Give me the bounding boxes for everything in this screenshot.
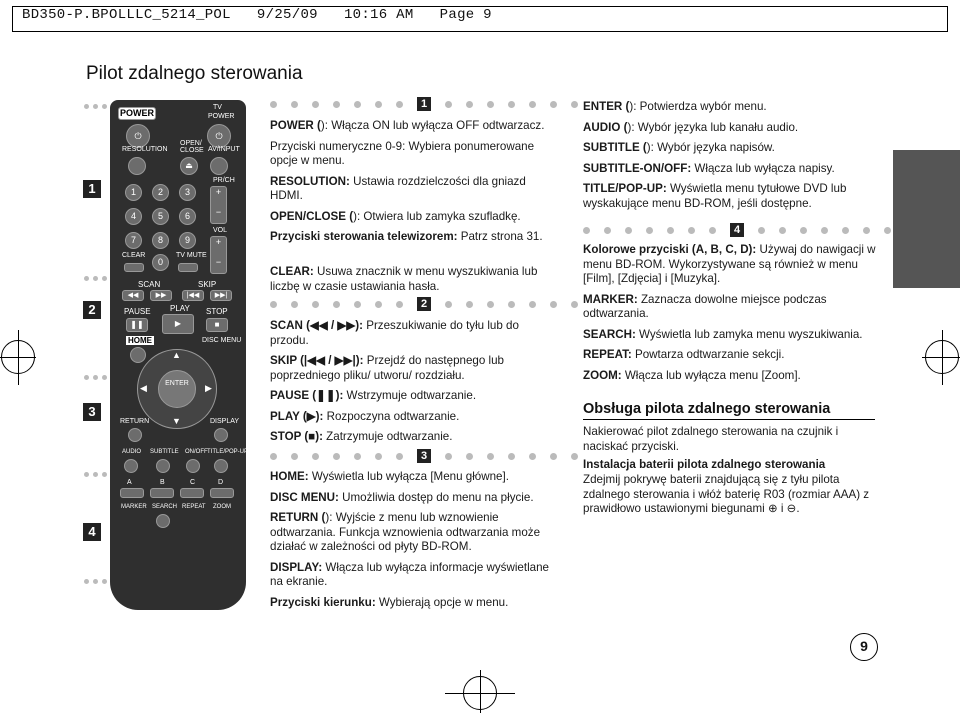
remote-control: [110, 100, 249, 610]
item-description: Przyciski numeryczne 0-9: Wybiera ponumerowane opcje w menu.: [270, 139, 535, 167]
item-description: Powtarza odtwarzanie sekcji.: [631, 348, 785, 361]
clear-label: CLEAR: [122, 252, 146, 259]
av-input-label: AV/INPUT: [208, 146, 240, 153]
resolution-label: RESOLUTION: [122, 146, 168, 153]
dot: [270, 301, 277, 308]
item-key: MARKER:: [583, 292, 638, 306]
section-3-item: [270, 596, 560, 611]
dot: [625, 227, 632, 234]
dot: [550, 101, 557, 108]
dot: [333, 101, 340, 108]
section-1-item: [270, 230, 560, 245]
dot: [445, 301, 452, 308]
pause-button[interactable]: ❚❚: [126, 318, 148, 332]
section-marker-4: 4: [83, 523, 101, 541]
digit-3-button[interactable]: 3: [179, 184, 196, 201]
left-arrow-icon[interactable]: ◀: [140, 383, 147, 393]
item-key: ENTER (: [583, 100, 630, 113]
dot: [102, 472, 107, 477]
registration-line: [922, 357, 960, 358]
enter-button[interactable]: [158, 370, 196, 408]
section-divider: [270, 300, 592, 308]
clear-button[interactable]: [124, 263, 144, 272]
dot: [842, 227, 849, 234]
dot: [312, 453, 319, 460]
item-key: ZOOM:: [583, 368, 622, 382]
dot: [291, 101, 298, 108]
digit-0-button[interactable]: 0: [152, 254, 169, 271]
dot: [84, 104, 89, 109]
dot: [529, 101, 536, 108]
d-label: D: [218, 479, 224, 486]
dot: [333, 453, 340, 460]
item-key: Przyciski sterowania telewizorem:: [270, 230, 458, 243]
item-description: Wybierają opcje w menu.: [375, 595, 509, 609]
item-key: HOME:: [270, 470, 309, 483]
item-key: Przyciski kierunku:: [270, 595, 376, 609]
dot: [758, 227, 765, 234]
item-key: SUBTITLE (: [583, 141, 647, 154]
dot: [93, 104, 98, 109]
section-2-item: [270, 319, 560, 348]
dot: [84, 579, 89, 584]
item-description: Przeszukiwanie do tyłu lub do przodu.: [270, 319, 519, 347]
item-description: ): Wyjście z menu lub wznowienie odtwarzania. Funkcja wznowienia odtwarzania może działać w zależności od płyty BD-ROM.: [270, 511, 541, 553]
section-tag: 1: [417, 97, 431, 111]
volume-rocker[interactable]: + −: [210, 236, 227, 274]
section-heading: Obsługa pilota zdalnego sterowania: [583, 401, 831, 417]
dot: [93, 375, 98, 380]
power-label: POWER: [119, 108, 154, 118]
dot: [550, 301, 557, 308]
resolution-button[interactable]: [128, 157, 146, 175]
item-description: Wyświetla lub wyłącza [Menu główne].: [308, 470, 509, 483]
item-key: DISPLAY:: [270, 560, 323, 574]
marker-label: MARKER: [121, 504, 147, 510]
a-button[interactable]: [120, 488, 144, 498]
item-description: Przejdź do następnego lub poprzedniego pliku/ utworu/ rozdziału.: [270, 354, 504, 382]
item-description: Rozpoczyna odtwarzanie.: [323, 409, 460, 423]
dot: [93, 579, 98, 584]
section-3b-item: [583, 182, 878, 211]
item-description: Włącza lub wyłącza informacje wyświetlane na ekranie.: [270, 560, 549, 588]
item-description: Wyświetla lub zamyka menu wyszukiwania.: [635, 327, 863, 341]
tv-mute-button[interactable]: [178, 263, 198, 272]
dot: [800, 227, 807, 234]
section-tag: 2: [417, 297, 431, 311]
dot: [646, 227, 653, 234]
dot: [333, 301, 340, 308]
item-description: Ustawia rozdzielczości dla gniazd HDMI.: [270, 174, 526, 202]
tv-label: TV: [213, 104, 222, 111]
d-button[interactable]: [210, 488, 234, 498]
dot: [102, 104, 107, 109]
section-3-item: [270, 470, 560, 485]
item-key: POWER (: [270, 119, 321, 132]
heading-rule: [583, 419, 875, 420]
av-input-button[interactable]: [210, 157, 228, 175]
section-2-item: [270, 354, 560, 383]
return-button[interactable]: [128, 428, 142, 442]
item-description: ): Otwiera lub zamyka szufladkę.: [353, 209, 521, 223]
intro-text: Nakierować pilot zdalnego sterowania na czujnik i naciskać przyciski.: [583, 425, 839, 453]
dot: [487, 453, 494, 460]
repeat-label: REPEAT: [182, 504, 206, 510]
dot: [93, 276, 98, 281]
item-description: Włącza lub wyłącza napisy.: [691, 161, 835, 175]
item-description: Zatrzymuje odtwarzanie.: [322, 430, 453, 443]
item-key: SUBTITLE-ON/OFF:: [583, 161, 692, 175]
digit-9-button[interactable]: 9: [179, 232, 196, 249]
dot: [445, 453, 452, 460]
section-4-item: [583, 243, 878, 287]
pause-label: PAUSE: [124, 307, 151, 316]
dot: [571, 453, 578, 460]
section-tag: 3: [417, 449, 431, 463]
dot: [84, 375, 89, 380]
disc-menu-label: DISC MENU: [202, 337, 242, 344]
section-3-item: [270, 491, 560, 506]
section-marker-2: 2: [83, 301, 101, 319]
right-arrow-icon[interactable]: ▶: [205, 383, 212, 393]
registration-line: [18, 330, 19, 385]
dot: [291, 453, 298, 460]
section-3b-item: [583, 162, 878, 177]
dot: [604, 227, 611, 234]
item-description: Umożliwia dostęp do menu na płycie.: [338, 490, 534, 504]
skip-forward-button[interactable]: ▶▶|: [210, 290, 232, 301]
stop-button[interactable]: ■: [206, 318, 228, 332]
zoom-label: ZOOM: [213, 504, 231, 510]
dot: [466, 301, 473, 308]
dot: [312, 301, 319, 308]
item-description: ): Wybór języka lub kanału audio.: [627, 120, 799, 134]
skip-back-button[interactable]: |◀◀: [182, 290, 204, 301]
section-marker-3: 3: [83, 403, 101, 421]
dot: [529, 453, 536, 460]
section-2-item: [270, 389, 560, 404]
b-label: B: [160, 479, 165, 486]
page-number: 9: [850, 633, 878, 661]
dot: [396, 301, 403, 308]
item-key: PAUSE (❚❚):: [270, 389, 344, 402]
title-popup-label: TITLE/POP-UP: [207, 449, 249, 455]
page-title: Pilot zdalnego sterowania: [86, 63, 303, 84]
digit-1-button[interactable]: 1: [125, 184, 142, 201]
pr-ch-label: PR/CH: [213, 177, 235, 184]
digit-2-button[interactable]: 2: [152, 184, 169, 201]
dot: [508, 101, 515, 108]
section-4-item: [583, 348, 878, 363]
down-arrow-icon[interactable]: ▼: [172, 416, 181, 426]
play-button[interactable]: ▶: [162, 314, 194, 334]
search-label: SEARCH: [152, 504, 178, 510]
item-key: REPEAT:: [583, 348, 632, 361]
dot: [667, 227, 674, 234]
item-key: RESOLUTION:: [270, 174, 350, 188]
dot: [354, 101, 361, 108]
item-key: RETURN (: [270, 511, 326, 524]
open-close-button[interactable]: ⏏: [180, 157, 198, 175]
dot: [487, 101, 494, 108]
power-button[interactable]: ⏻: [126, 124, 150, 148]
dot: [375, 453, 382, 460]
dot: [312, 101, 319, 108]
search-button[interactable]: [156, 514, 170, 528]
digit-7-button[interactable]: 7: [125, 232, 142, 249]
play-label: PLAY: [170, 304, 190, 313]
battery-title: Instalacja baterii pilota zdalnego sterowania: [583, 458, 826, 471]
section-1-item: [270, 175, 560, 204]
digit-4-button[interactable]: 4: [125, 208, 142, 225]
item-description: Używaj do nawigacji w menu BD-ROM. Wykorzystywane są również w menu [Film], [Zdjęcia] i [Muzyka].: [583, 243, 876, 285]
open-close-label: OPEN/ CLOSE: [180, 140, 204, 154]
dot: [550, 453, 557, 460]
item-key: OPEN/CLOSE (: [270, 209, 354, 223]
vol-label: VOL: [213, 227, 228, 234]
registration-line: [480, 670, 481, 713]
item-key: STOP (■):: [270, 430, 323, 443]
section-4-item: [583, 328, 878, 343]
scan-back-button[interactable]: ◀◀: [122, 290, 144, 301]
section-1-item: [270, 119, 560, 134]
section-marker-1: 1: [83, 180, 101, 198]
dot: [270, 453, 277, 460]
item-description: Zaznacza dowolne miejsce podczas odtwarzania.: [583, 292, 827, 320]
item-key: CLEAR:: [270, 265, 314, 278]
dot: [466, 101, 473, 108]
item-key: DISC MENU:: [270, 490, 339, 504]
section-1-item: [270, 140, 560, 169]
scan-label: SCAN: [138, 280, 161, 289]
channel-rocker[interactable]: + −: [210, 186, 227, 224]
section-1-item: [270, 210, 560, 225]
a-label: A: [127, 479, 132, 486]
dot: [396, 453, 403, 460]
item-description: Usuwa znacznik w menu wyszukiwania lub liczbę w czasie ustawiania hasła.: [270, 265, 538, 293]
dot: [102, 375, 107, 380]
digit-6-button[interactable]: 6: [179, 208, 196, 225]
item-description: Wstrzymuje odtwarzanie.: [343, 389, 477, 402]
section-1-item: [270, 265, 560, 294]
item-description: Włącza lub wyłącza menu [Zoom].: [621, 368, 801, 382]
section-2-item: [270, 430, 560, 445]
dot: [375, 101, 382, 108]
section-tag: 4: [730, 223, 744, 237]
enter-label: ENTER: [165, 380, 189, 387]
section-2-item: [270, 410, 560, 425]
digit-5-button[interactable]: 5: [152, 208, 169, 225]
audio-button[interactable]: [124, 459, 138, 473]
dot: [445, 101, 452, 108]
item-description: ): Potwierdza wybór menu.: [629, 100, 767, 113]
item-key: TITLE/POP-UP:: [583, 182, 667, 195]
b-button[interactable]: [150, 488, 174, 498]
subtitle-label: SUBTITLE: [150, 449, 179, 455]
section-divider: [270, 100, 592, 108]
digit-8-button[interactable]: 8: [152, 232, 169, 249]
dot: [270, 101, 277, 108]
dot: [571, 301, 578, 308]
display-button[interactable]: [214, 428, 228, 442]
dot: [354, 301, 361, 308]
item-key: SCAN (◀◀ / ▶▶):: [270, 319, 363, 332]
item-key: PLAY (▶):: [270, 409, 324, 423]
dot: [821, 227, 828, 234]
dot: [863, 227, 870, 234]
dot: [583, 227, 590, 234]
item-description: ): Wybór języka napisów.: [646, 141, 775, 154]
dot: [487, 301, 494, 308]
tv-power-label: POWER: [208, 113, 235, 120]
tv-power-button[interactable]: ⏻: [207, 124, 231, 148]
section-divider: [583, 226, 905, 234]
subtitle-button[interactable]: [156, 459, 170, 473]
item-key: AUDIO (: [583, 120, 628, 134]
home-label: HOME: [128, 336, 152, 345]
item-key: Kolorowe przyciski (A, B, C, D):: [583, 243, 757, 256]
stop-label: STOP: [206, 307, 228, 316]
section-3b-item: [583, 121, 878, 136]
dot: [84, 276, 89, 281]
section-3b-item: [583, 141, 878, 156]
dot: [102, 579, 107, 584]
c-button[interactable]: [180, 488, 204, 498]
section-4-item: [583, 369, 878, 384]
dot: [884, 227, 891, 234]
dot: [396, 101, 403, 108]
on-off-label: ON/OFF: [185, 449, 208, 455]
section-4-item: [583, 293, 878, 322]
dot: [508, 301, 515, 308]
dot: [571, 101, 578, 108]
dot: [688, 227, 695, 234]
dot: [529, 301, 536, 308]
item-key: SEARCH:: [583, 327, 636, 341]
dot: [354, 453, 361, 460]
home-button[interactable]: [130, 347, 146, 363]
up-arrow-icon[interactable]: ▲: [172, 350, 181, 360]
audio-label: AUDIO: [122, 449, 142, 455]
dot: [291, 301, 298, 308]
registration-line: [942, 330, 943, 385]
item-description: Patrz strona 31.: [457, 230, 543, 243]
on-off-button[interactable]: [186, 459, 200, 473]
item-description: ): Włącza ON lub wyłącza OFF odtwarzacz.: [320, 119, 545, 132]
skip-label: SKIP: [198, 280, 217, 289]
section-3-item: [270, 561, 560, 590]
tv-mute-label: TV MUTE: [176, 252, 207, 259]
section-3-item: [270, 511, 560, 555]
title-popup-button[interactable]: [214, 459, 228, 473]
dot: [466, 453, 473, 460]
side-tab: [893, 150, 960, 288]
dot: [93, 472, 98, 477]
battery-text: Zdejmij pokrywę baterii znajdującą się z tyłu pilota zdalnego sterowania i włóż baterię R03 (rozmiar AAA) z prawidłowo ustawionymi biegunami ⊕ i ⊖.: [583, 473, 870, 515]
print-header-text: BD350-P.BPOLLLC_5214_POL 9/25/09 10:16 AM Page 9: [22, 7, 492, 23]
section-3b-item: [583, 100, 878, 115]
dot: [102, 276, 107, 281]
c-label: C: [190, 479, 196, 486]
dot: [375, 301, 382, 308]
dot: [84, 472, 89, 477]
display-label: DISPLAY: [210, 418, 240, 425]
item-key: SKIP (|◀◀ / ▶▶|):: [270, 354, 364, 367]
return-label: RETURN: [120, 418, 150, 425]
section-divider: [270, 452, 592, 460]
dot: [508, 453, 515, 460]
scan-forward-button[interactable]: ▶▶: [150, 290, 172, 301]
dot: [779, 227, 786, 234]
item-description: Wyświetla menu tytułowe DVD lub wyskakujące menu BD-ROM, jeśli dostępne.: [583, 182, 847, 210]
dot: [709, 227, 716, 234]
